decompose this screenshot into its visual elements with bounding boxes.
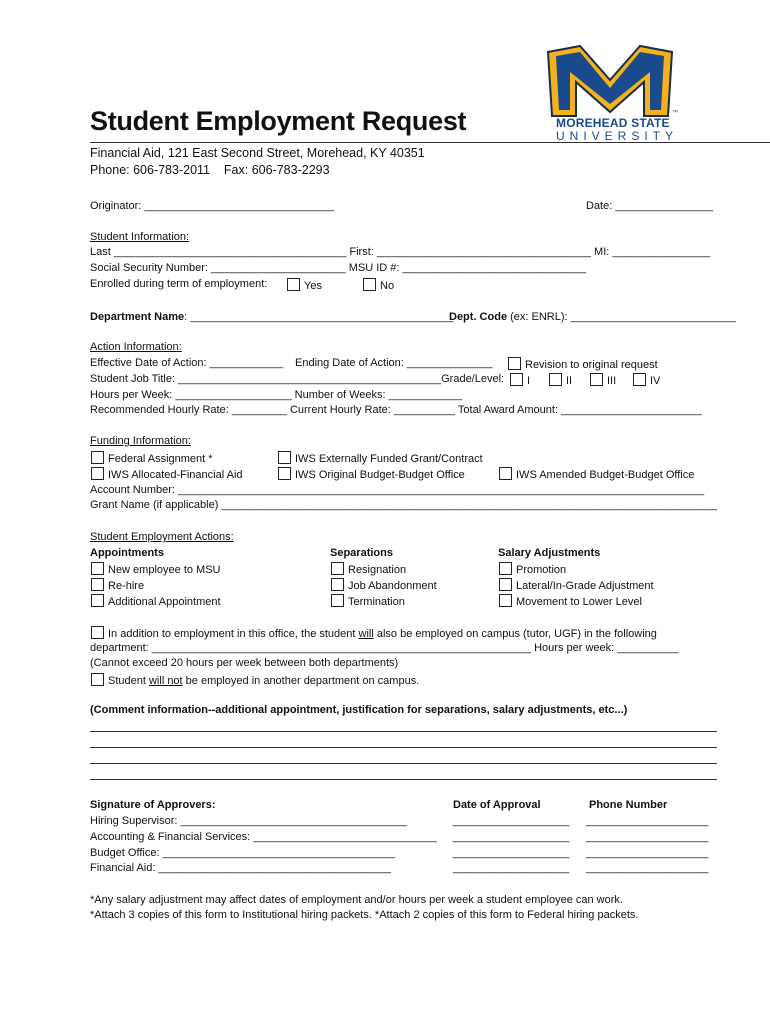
enrolled-yes[interactable]: [287, 278, 322, 293]
student-name-fields[interactable]: Last ______________________________________ First: ___________________________________ MI: ________________: [90, 246, 711, 258]
financial-aid-signature[interactable]: Financial Aid: ______________________________________: [90, 862, 391, 874]
phone-line[interactable]: ____________________: [586, 847, 709, 859]
effective-date-field[interactable]: Effective Date of Action: ____________: [90, 357, 284, 369]
date-approval-heading: Date of Approval: [453, 799, 541, 811]
yes-label: Yes: [304, 280, 322, 292]
iws-orig-label: IWS Original Budget-Budget Office: [295, 469, 465, 481]
separations-heading: Separations: [330, 547, 393, 559]
iws-orig-option[interactable]: [278, 467, 465, 482]
address-line: Financial Aid, 121 East Second Street, Morehead, KY 40351: [90, 146, 425, 160]
promotion-option[interactable]: [499, 562, 566, 577]
federal-label: Federal Assignment *: [108, 453, 213, 465]
no-label: No: [380, 280, 395, 292]
salary-adjustments-heading: Salary Adjustments: [498, 547, 601, 559]
rehire-option[interactable]: [91, 578, 144, 593]
iws-orig-checkbox[interactable]: [278, 467, 291, 480]
student-info-heading: Student Information:: [90, 231, 190, 243]
grade-4-checkbox[interactable]: [633, 373, 646, 386]
additional-appointment-checkbox[interactable]: [91, 594, 104, 607]
iws-alloc-label: IWS Allocated-Financial Aid: [108, 469, 243, 481]
iws-ext-option[interactable]: [278, 451, 483, 466]
hours-limit-note: (Cannot exceed 20 hours per week between both departments): [90, 657, 399, 669]
grade-2-checkbox[interactable]: [549, 373, 562, 386]
grant-name-field[interactable]: Grant Name (if applicable) _________________________________________________________________________________: [90, 499, 717, 511]
not-employed-text-a: Student: [108, 675, 149, 687]
department-name-line: : ___________________________________________: [184, 311, 454, 323]
phone-number-heading: Phone Number: [589, 799, 668, 811]
footnote-copies: *Attach 3 copies of this form to Institutional hiring packets. *Attach 2 copies of this form to Federal hiring packets.: [90, 909, 639, 921]
iws-amend-label: IWS Amended Budget-Budget Office: [516, 469, 695, 481]
hiring-supervisor-signature[interactable]: Hiring Supervisor: _____________________________________: [90, 815, 407, 827]
termination-checkbox[interactable]: [331, 594, 344, 607]
phone-text: Phone: 606-783-2011: [90, 163, 211, 177]
employment-actions-heading: Student Employment Actions:: [90, 531, 234, 543]
movement-lower-option[interactable]: [499, 594, 642, 609]
accounting-signature[interactable]: Accounting & Financial Services: ______________________________: [90, 831, 437, 843]
federal-option[interactable]: [91, 451, 213, 466]
movement-lower-checkbox[interactable]: [499, 594, 512, 607]
job-abandonment-option[interactable]: [331, 578, 437, 593]
enrolled-no[interactable]: [363, 278, 394, 293]
other-department-field[interactable]: department: ______________________________________________________________ Hours per week: __________: [90, 642, 679, 654]
enrolled-row: [90, 278, 267, 291]
federal-checkbox[interactable]: [91, 451, 104, 464]
logo-tm: ™: [672, 110, 678, 116]
job-abandonment-label: Job Abandonment: [348, 580, 437, 592]
appointments-heading: Appointments: [90, 547, 164, 559]
department-name-label: Department Name: [90, 311, 185, 323]
also-employed-option[interactable]: [91, 626, 657, 641]
not-employed-option[interactable]: [91, 673, 419, 688]
lateral-label: Lateral/In-Grade Adjustment: [516, 580, 654, 592]
iws-ext-checkbox[interactable]: [278, 451, 291, 464]
revision-checkbox[interactable]: [508, 357, 521, 370]
new-employee-option[interactable]: [91, 562, 221, 577]
ending-date-field[interactable]: Ending Date of Action: ______________: [295, 357, 493, 369]
termination-label: Termination: [348, 596, 405, 608]
ssn-msuid-fields[interactable]: Social Security Number: ______________________ MSU ID #: ______________________________: [90, 262, 587, 274]
action-info-heading: Action Information:: [90, 341, 182, 353]
originator-field[interactable]: Originator: _______________________________: [90, 200, 335, 212]
phone-line[interactable]: ____________________: [586, 815, 709, 827]
iws-amend-checkbox[interactable]: [499, 467, 512, 480]
hours-weeks-fields[interactable]: Hours per Week: ___________________ Number of Weeks: ____________: [90, 389, 463, 401]
logo-text-top: MOREHEAD STATE: [556, 116, 670, 130]
not-employed-text-b: will not: [148, 675, 183, 687]
lateral-checkbox[interactable]: [499, 578, 512, 591]
promotion-checkbox[interactable]: [499, 562, 512, 575]
grade-option-4[interactable]: [633, 373, 660, 388]
new-employee-label: New employee to MSU: [108, 564, 221, 576]
dept-code-field[interactable]: [449, 311, 736, 324]
new-employee-checkbox[interactable]: [91, 562, 104, 575]
also-employed-text-c: also be employed on campus (tutor, UGF) in the following: [373, 628, 657, 640]
resignation-checkbox[interactable]: [331, 562, 344, 575]
grade-3-label: III: [607, 375, 617, 387]
comment-line[interactable]: [90, 731, 717, 732]
additional-appointment-option[interactable]: [91, 594, 221, 609]
enrolled-label: Enrolled during term of employment:: [90, 278, 268, 290]
phone-line[interactable]: ____________________: [586, 831, 709, 843]
iws-alloc-option[interactable]: [91, 467, 243, 482]
also-employed-text-b: will: [358, 628, 374, 640]
approval-date-line[interactable]: ___________________: [453, 847, 570, 859]
resignation-label: Resignation: [348, 564, 407, 576]
logo-text-bottom: UNIVERSITY: [556, 129, 679, 143]
job-abandonment-checkbox[interactable]: [331, 578, 344, 591]
budget-office-signature[interactable]: Budget Office: ______________________________________: [90, 847, 396, 859]
iws-alloc-checkbox[interactable]: [91, 467, 104, 480]
iws-amend-option[interactable]: [499, 467, 694, 482]
department-name-field[interactable]: [90, 311, 453, 324]
approval-date-line[interactable]: ___________________: [453, 862, 570, 874]
additional-appointment-label: Additional Appointment: [108, 596, 221, 608]
grade-4-label: IV: [650, 375, 661, 387]
grade-option-1[interactable]: [510, 373, 530, 388]
account-number-field[interactable]: Account Number: ______________________________________________________________________________________: [90, 484, 705, 496]
grade-option-3[interactable]: [590, 373, 616, 388]
comment-line[interactable]: [90, 747, 717, 748]
page-title: Student Employment Request: [90, 106, 467, 136]
revision-label: Revision to original request: [525, 359, 658, 371]
grade-1-checkbox[interactable]: [510, 373, 523, 386]
phone-line[interactable]: ____________________: [586, 862, 709, 874]
promotion-label: Promotion: [516, 564, 567, 576]
header-rule: [90, 142, 770, 143]
phone-line: [90, 163, 330, 177]
not-employed-checkbox[interactable]: [91, 673, 104, 686]
comment-line[interactable]: [90, 779, 717, 780]
dept-code-label: Dept. Code: [449, 311, 508, 323]
job-title-field[interactable]: Student Job Title: ___________________________________________Grade/Level:: [90, 373, 505, 385]
approvers-heading: Signature of Approvers:: [90, 799, 216, 811]
lateral-option[interactable]: [499, 578, 654, 593]
funding-info-heading: Funding Information:: [90, 435, 191, 447]
footnote-salary: *Any salary adjustment may affect dates of employment and/or hours per week a student employee can work.: [90, 894, 623, 906]
rehire-label: Re-hire: [108, 580, 145, 592]
dept-code-line: (ex: ENRL): ___________________________: [510, 311, 736, 323]
also-employed-checkbox[interactable]: [91, 626, 104, 639]
grade-option-2[interactable]: [549, 373, 572, 388]
rehire-checkbox[interactable]: [91, 578, 104, 591]
iws-ext-label: IWS Externally Funded Grant/Contract: [295, 453, 483, 465]
date-field[interactable]: Date: ________________: [586, 200, 714, 212]
fax-text: Fax: 606-783-2293: [223, 163, 330, 177]
revision-option[interactable]: [508, 357, 658, 372]
approval-date-line[interactable]: ___________________: [453, 815, 570, 827]
approval-date-line[interactable]: ___________________: [453, 831, 570, 843]
rates-fields[interactable]: Recommended Hourly Rate: _________ Current Hourly Rate: __________ Total Award Amount: _______________________: [90, 404, 702, 416]
university-logo: [540, 40, 680, 148]
grade-1-label: I: [527, 375, 531, 387]
grade-3-checkbox[interactable]: [590, 373, 603, 386]
movement-lower-label: Movement to Lower Level: [516, 596, 642, 608]
resignation-option[interactable]: [331, 562, 406, 577]
comment-line[interactable]: [90, 763, 717, 764]
grade-2-label: II: [566, 375, 573, 387]
also-employed-text-a: In addition to employment in this office, the student: [108, 628, 359, 640]
yes-checkbox[interactable]: [287, 278, 300, 291]
not-employed-text-c: be employed in another department on campus.: [182, 675, 420, 687]
comment-heading: (Comment information--additional appointment, justification for separations, salary adjustments, etc...): [90, 704, 628, 716]
termination-option[interactable]: [331, 594, 405, 609]
no-checkbox[interactable]: [363, 278, 376, 291]
